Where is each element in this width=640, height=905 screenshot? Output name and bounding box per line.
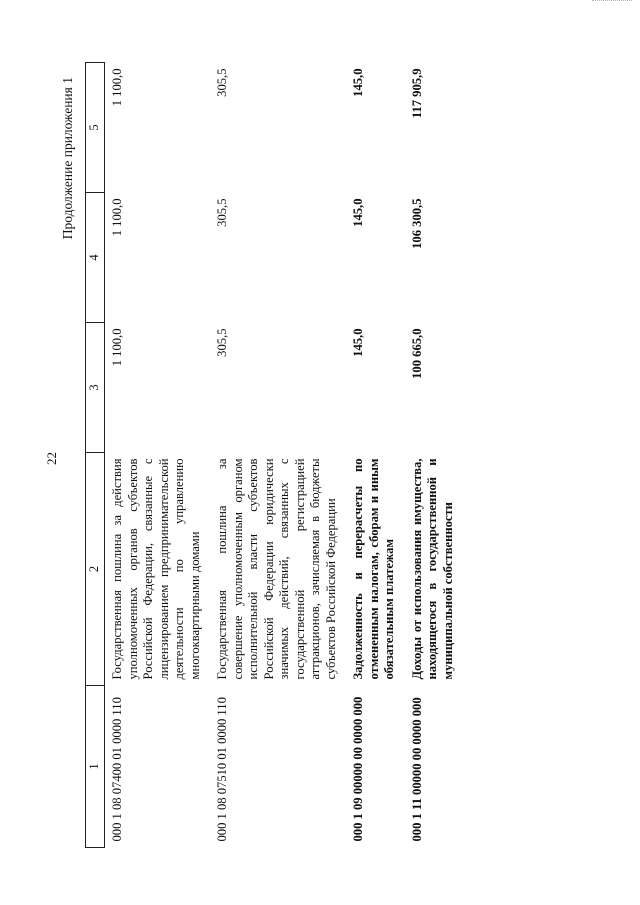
amount-col4: 106 300,5 bbox=[409, 198, 424, 249]
table-header-row bbox=[86, 63, 105, 848]
amount-col5: 117 905,9 bbox=[409, 68, 424, 119]
amount-col3: 1 100,0 bbox=[110, 328, 124, 367]
column-header: 5 bbox=[86, 63, 105, 193]
column-header: 4 bbox=[86, 193, 105, 323]
amount-col5: 1 100,0 bbox=[110, 68, 124, 107]
revenue-description: Доходы от использования имущества, находящегося в государственной и муниципальной собственности bbox=[409, 458, 455, 680]
amount-col4: 1 100,0 bbox=[110, 198, 124, 237]
table-row bbox=[405, 63, 464, 848]
amount-col4: 145,0 bbox=[351, 198, 365, 227]
column-header: 1 bbox=[86, 686, 105, 848]
budget-code: 000 1 09 00000 00 0000 000 bbox=[351, 696, 365, 842]
budget-code: 000 1 08 07510 01 0000 110 bbox=[215, 697, 229, 842]
amount-col5: 145,0 bbox=[351, 68, 365, 97]
budget-code: 000 1 08 07400 01 0000 110 bbox=[110, 697, 124, 842]
table-row bbox=[346, 63, 405, 848]
page-number: 22 bbox=[44, 452, 59, 465]
table-row bbox=[105, 63, 211, 848]
revenue-description: Государственная пошлина за действия уполномоченных органов субъектов Российской Федерации, связанные с лицензированием предпринимательской деятельности по управлению многоквартирными домами bbox=[110, 458, 202, 680]
amount-col3: 305,5 bbox=[215, 328, 229, 357]
column-header: 3 bbox=[86, 323, 105, 453]
amount-col3: 100 665,0 bbox=[409, 328, 424, 379]
amount-col3: 145,0 bbox=[351, 328, 365, 357]
revenue-description: Государственная пошлина за совершение уполномоченным органом исполнительной власти субъектов Российской Федерации юридически значимых действий, связанных с государственной регистрацией аттракционов, зачисляемая в бюджеты субъектов Российской Федерации bbox=[215, 458, 338, 680]
appendix-continuation-label: Продолжение приложения 1 bbox=[60, 77, 75, 240]
budget-code: 000 1 11 00000 00 0000 000 bbox=[409, 697, 424, 842]
revenue-description: Задолженность и перерасчеты по отмененным налогам, сборам и иным обязательным платежам bbox=[351, 458, 396, 680]
amount-col4: 305,5 bbox=[215, 198, 229, 227]
table-row bbox=[210, 63, 346, 848]
column-header: 2 bbox=[86, 453, 105, 686]
amount-col5: 305,5 bbox=[215, 68, 229, 97]
revenue-table bbox=[85, 62, 463, 848]
